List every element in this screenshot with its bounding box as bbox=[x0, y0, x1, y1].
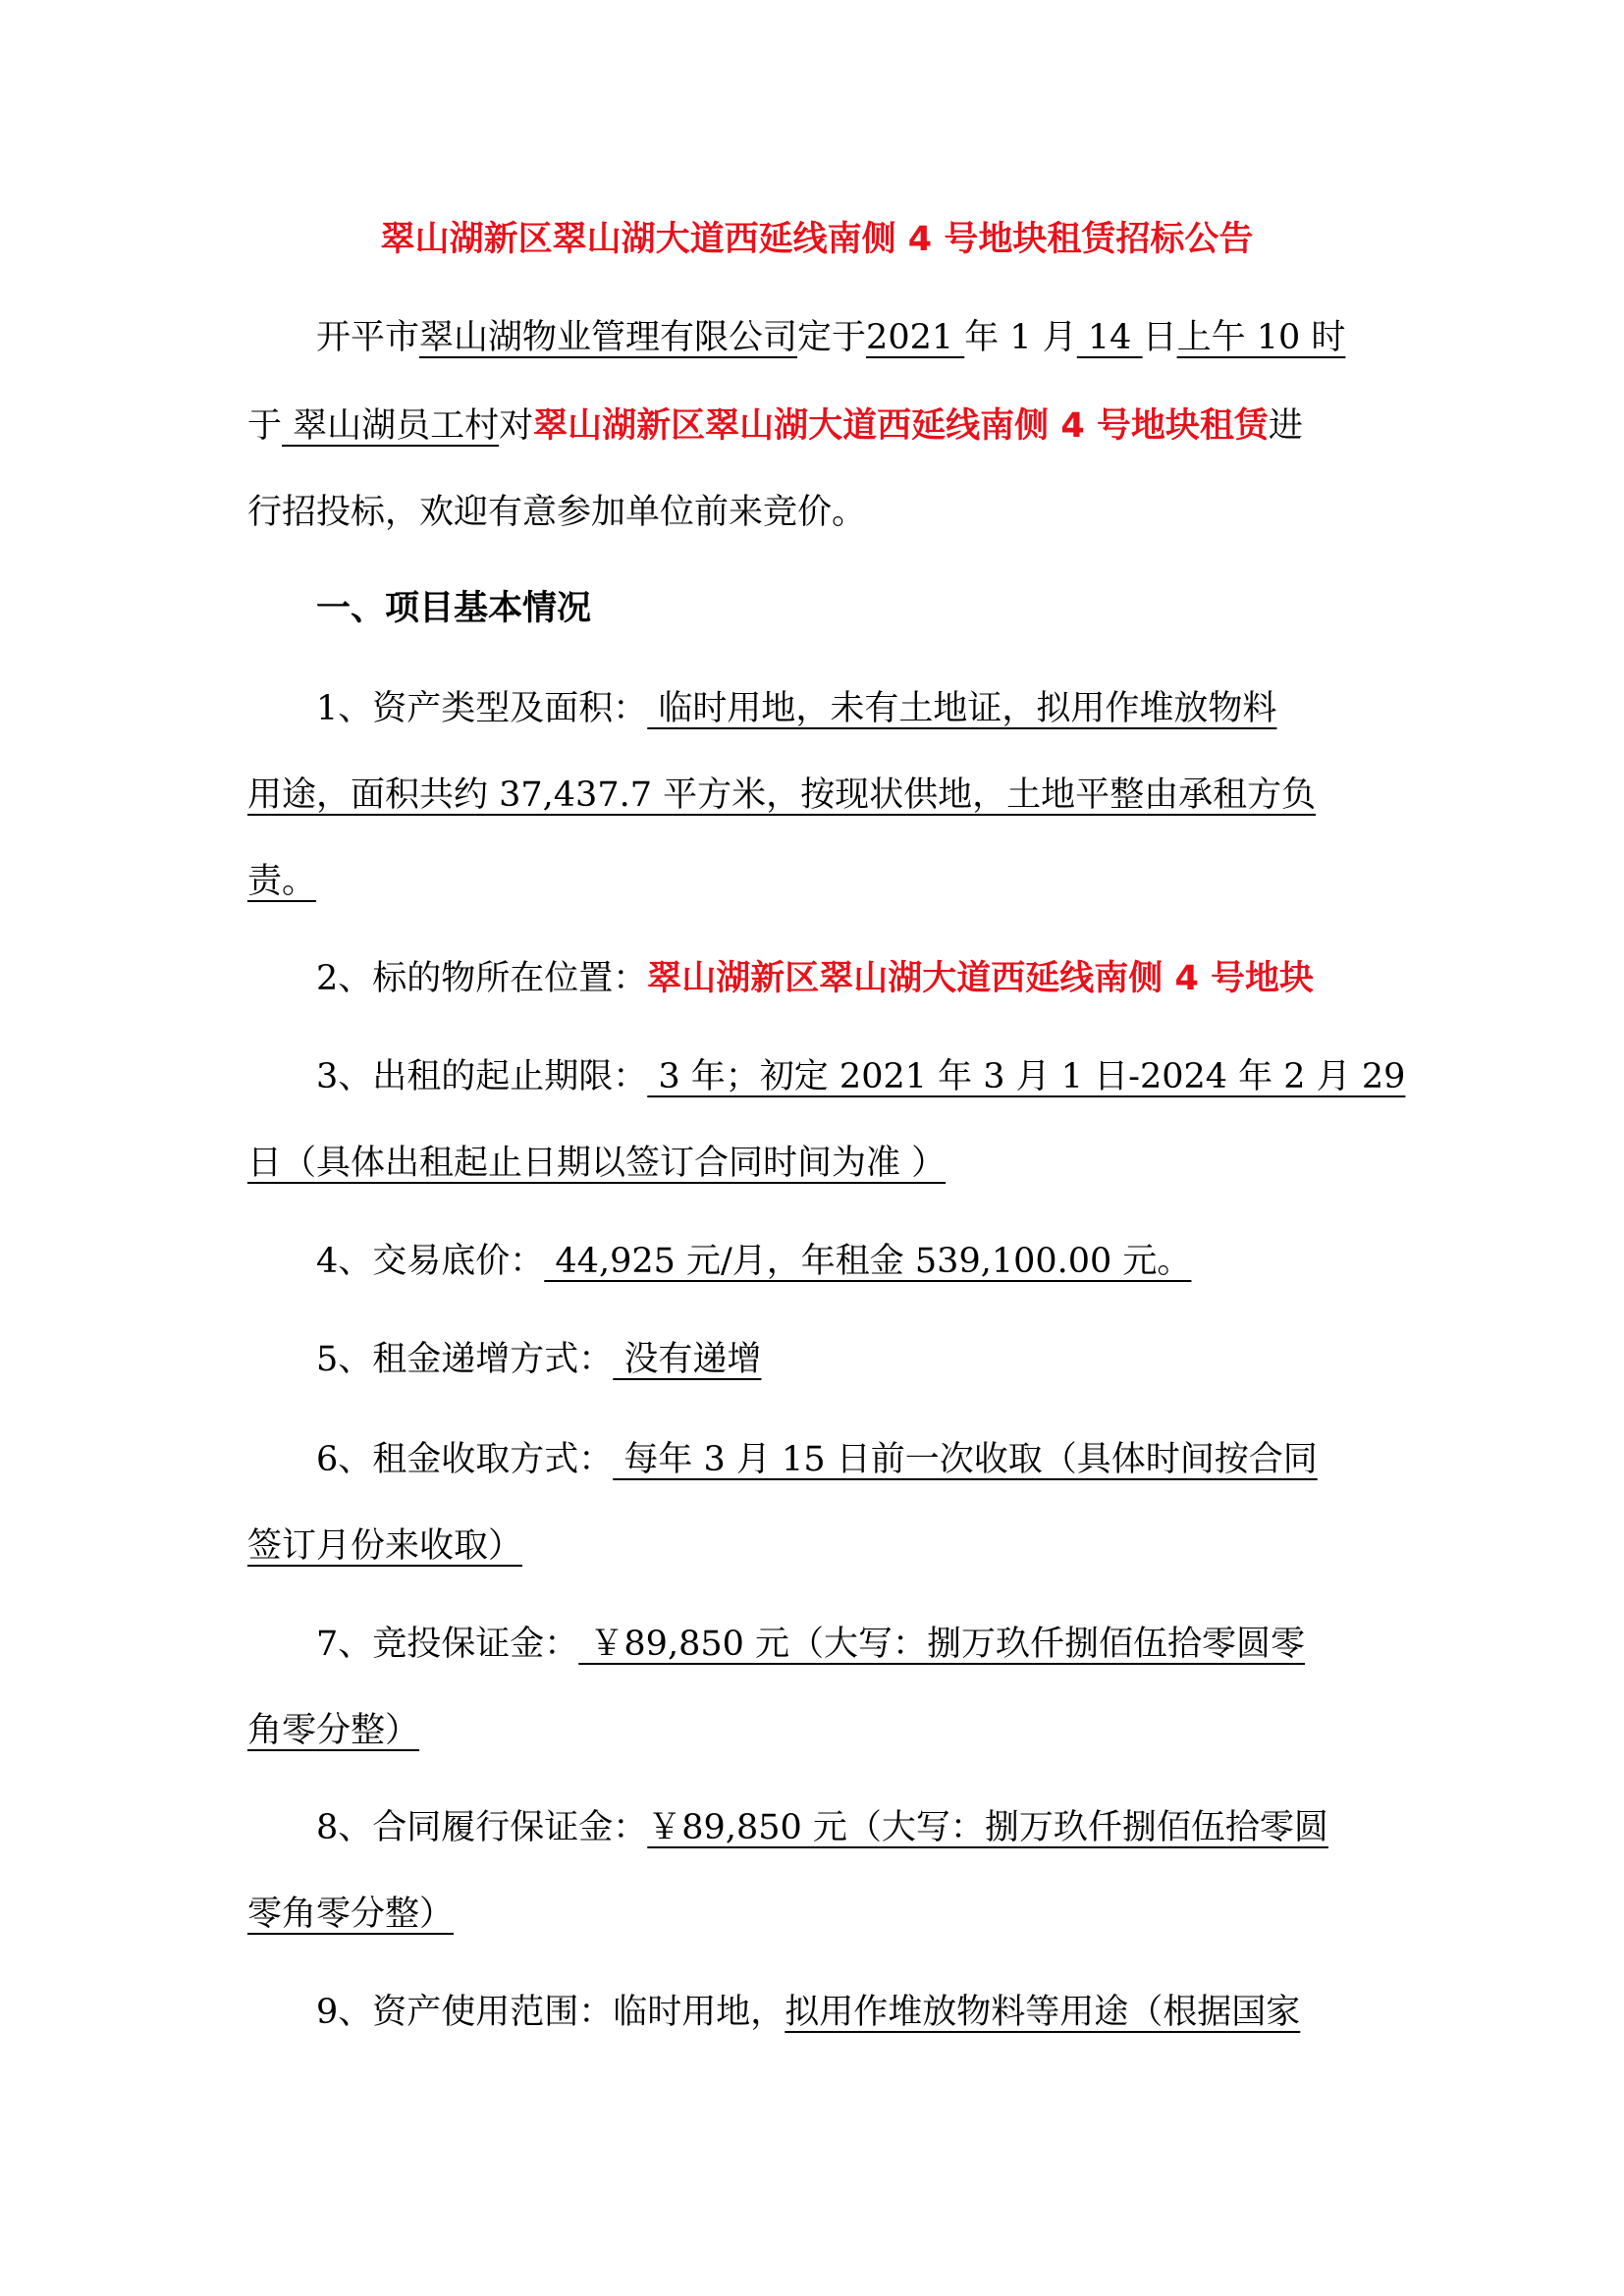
item-value: 临时用地， bbox=[613, 1993, 785, 2032]
item-value: 3 年；初定 2021 年 3 月 1 日-2024 年 2 月 29 bbox=[647, 1057, 1406, 1096]
document-title: 翠山湖新区翠山湖大道西延线南侧 4 号地块租赁招标公告 bbox=[380, 220, 1254, 259]
project-name: 翠山湖新区翠山湖大道西延线南侧 4 号地块租赁 bbox=[533, 406, 1269, 446]
item-value: ￥89,850 元（大写：捌万玖仟捌佰伍拾零圆零 bbox=[578, 1625, 1305, 1664]
item-label: 4、交易底价： bbox=[316, 1242, 545, 1281]
item-6 bbox=[316, 1438, 1318, 1481]
intro-text: 进 bbox=[1268, 406, 1303, 446]
item-label: 8、合同履行保证金： bbox=[316, 1808, 648, 1847]
item-1-cont: 责。 bbox=[247, 862, 317, 901]
item-7-cont: 角零分整） bbox=[247, 1711, 420, 1750]
item-value-underlined: 拟用作堆放物料等用途（根据国家 bbox=[785, 1993, 1301, 2032]
intro-text: 日 bbox=[1142, 318, 1177, 357]
intro-line-3: 行招投标，欢迎有意参加单位前来竞价。 bbox=[247, 493, 867, 532]
item-5 bbox=[316, 1338, 761, 1381]
section-heading: 一、项目基本情况 bbox=[316, 589, 592, 628]
item-label: 1、资产类型及面积： bbox=[316, 689, 648, 728]
item-4 bbox=[316, 1240, 1191, 1283]
item-value: 44,925 元/月，年租金 539,100.00 元。 bbox=[544, 1242, 1192, 1281]
intro-text: 年 1 月 bbox=[964, 318, 1077, 357]
item-1 bbox=[316, 687, 1276, 730]
item-label: 3、出租的起止期限： bbox=[316, 1057, 648, 1096]
item-8-cont: 零角零分整） bbox=[247, 1895, 455, 1934]
item-label: 9、资产使用范围： bbox=[316, 1993, 614, 2032]
intro-text: 定于 bbox=[797, 318, 867, 357]
item-label: 6、租金收取方式： bbox=[316, 1440, 614, 1479]
item-2 bbox=[316, 957, 1314, 1000]
item-value: ￥89,850 元（大写：捌万玖仟捌佰伍拾零圆 bbox=[647, 1808, 1328, 1847]
item-3-cont: 日（具体出租起止日期以签订合同时间为准 ） bbox=[247, 1144, 947, 1183]
item-label: 2、标的物所在位置： bbox=[316, 959, 648, 998]
bid-time: 上午 10 时 bbox=[1176, 318, 1346, 357]
item-7 bbox=[316, 1623, 1305, 1666]
item-value: 临时用地，未有土地证，拟用作堆放物料 bbox=[647, 689, 1277, 728]
intro-line-2 bbox=[247, 404, 1303, 448]
item-value: 翠山湖新区翠山湖大道西延线南侧 4 号地块 bbox=[647, 959, 1315, 998]
intro-line-1 bbox=[316, 316, 1345, 359]
intro-text: 于 bbox=[247, 406, 283, 446]
bid-day: 14 bbox=[1076, 318, 1143, 357]
item-label: 7、竞投保证金： bbox=[316, 1625, 579, 1664]
item-label: 5、租金递增方式： bbox=[316, 1340, 614, 1379]
item-1-cont: 用途，面积共约 37,437.7 平方米，按现状供地，土地平整由承租方负 bbox=[247, 775, 1317, 815]
intro-text: 对 bbox=[499, 406, 534, 446]
intro-text: 开平市 bbox=[316, 318, 420, 357]
bid-year: 2021 bbox=[866, 318, 965, 357]
company-name: 翠山湖物业管理有限公司 bbox=[419, 318, 798, 357]
item-6-cont: 签订月份来收取） bbox=[247, 1526, 523, 1566]
item-value: 每年 3 月 15 日前一次收取（具体时间按合同 bbox=[613, 1440, 1318, 1479]
item-value: 没有递增 bbox=[613, 1340, 762, 1379]
item-8 bbox=[316, 1806, 1328, 1849]
bid-venue: 翠山湖员工村 bbox=[282, 406, 500, 446]
item-9 bbox=[316, 1991, 1300, 2034]
item-3 bbox=[316, 1055, 1405, 1098]
